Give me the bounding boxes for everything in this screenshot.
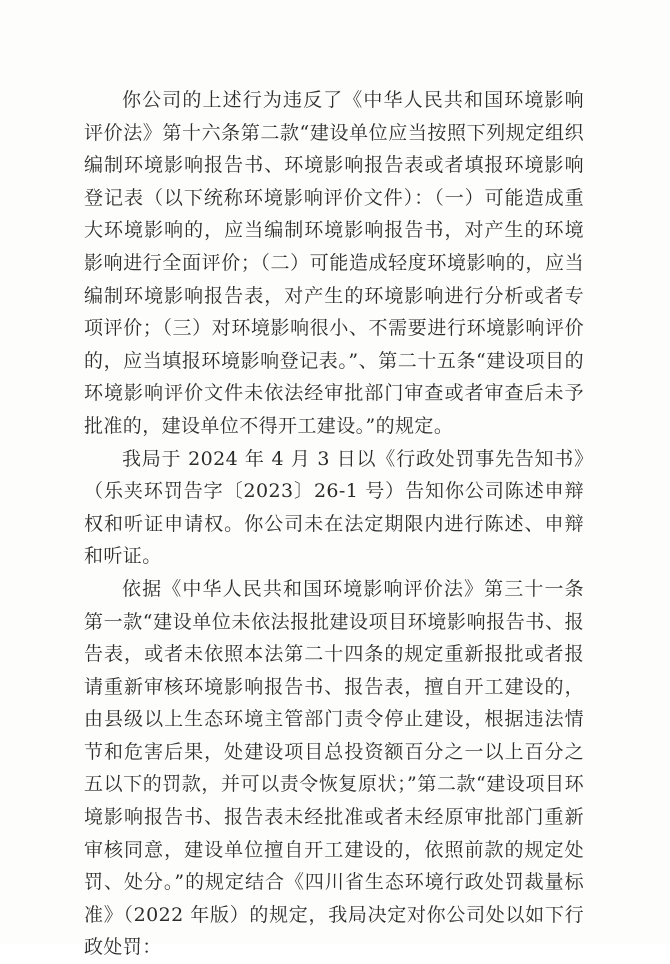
paragraph-violation: 你公司的上述行为违反了《中华人民共和国环境影响评价法》第十六条第二款“建设单位应当按照下列规定组织编制环境影响报告书、环境影响报告表或者填报环境影响登记表（以下统称环境影响评价文件）：（一）可能造成重大环境影响的，应当编制环境影响报告书，对产生的环境影响进行全面评价；（二）可能造成轻度环境影响的，应当编制环境影响报告表，对产生的环境影响进行分析或者专项评价；（三）对环境影响很小、不需要进行环境影响评价的，应当填报环境影响登记表。”、第二十五条“建设项目的环境影响评价文件未依法经审批部门审查或者审查后未予批准的，建设单位不得开工建设。”的规定。: [84, 89, 584, 437]
document-body: [84, 84, 584, 964]
paragraph-decision: 依据《中华人民共和国环境影响评价法》第三十一条第一款“建设单位未依法报批建设项目环境影响报告书、报告表，或者未依照本法第二十四条的规定重新报批或者报请重新审核环境影响报告书、报告表，擅自开工建设的，由县级以上生态环境主管部门责令停止建设，根据违法情节和危害后果，处建设项目总投资额百分之一以上百分之五以下的罚款，并可以责令恢复原状；”第二款“建设项目环境影响报告书、报告表未经批准或者未经原审批部门重新审核同意，建设单位擅自开工建设的，依照前款的规定处罚、处分。”的规定结合《四川省生态环境行政处罚裁量标准》（2022 年版）的规定，我局决定对你公司处以如下行政处罚：: [84, 577, 584, 959]
paragraph-notice: 我局于 2024 年 4 月 3 日以《行政处罚事先告知书》（乐夹环罚告字〔2023〕26-1 号）告知你公司陈述申辩权和听证申请权。你公司未在法定期限内进行陈述、申辩和听证。: [84, 447, 584, 568]
